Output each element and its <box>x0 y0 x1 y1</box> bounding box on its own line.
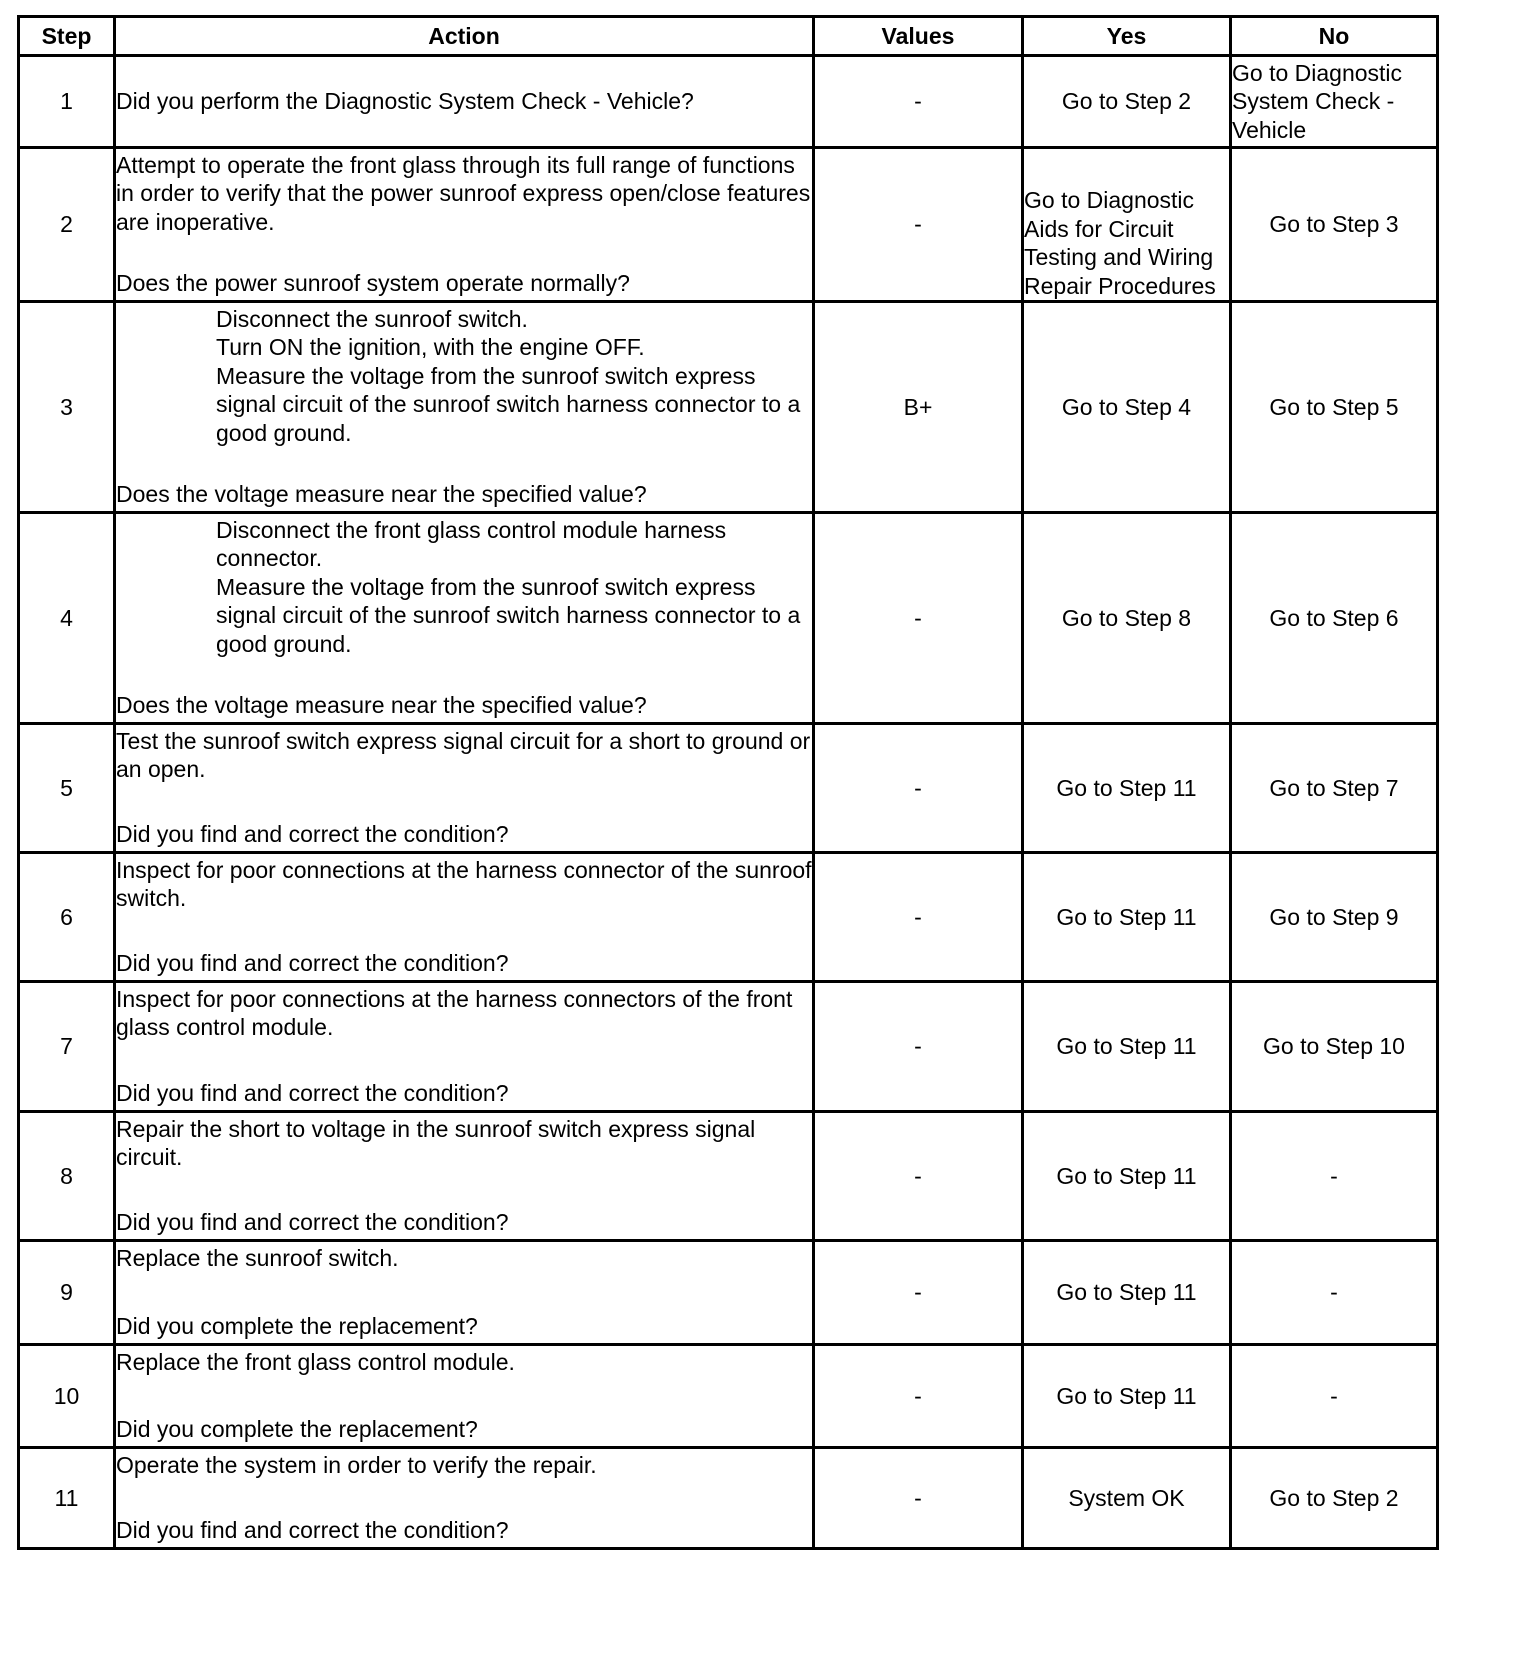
yes-cell: Go to Step 11 <box>1023 724 1231 853</box>
header-row <box>19 17 1438 56</box>
step-number: 5 <box>19 724 115 853</box>
action-instruction: Measure the voltage from the sunroof switch express signal circuit of the sunroof switch harness connector to a good ground. <box>216 362 801 446</box>
value-cell: - <box>814 1448 1023 1549</box>
value-cell: - <box>814 982 1023 1112</box>
action-question: Did you find and correct the condition? <box>116 1080 509 1106</box>
action-question: Does the voltage measure near the specified value? <box>116 481 647 507</box>
value-cell: - <box>814 724 1023 853</box>
header-step: Step <box>19 17 115 56</box>
action-cell <box>115 1345 814 1448</box>
diagnostic-table <box>17 15 1439 1550</box>
step-number: 6 <box>19 853 115 982</box>
action-question: Did you complete the replacement? <box>116 1313 478 1339</box>
step-number: 7 <box>19 982 115 1112</box>
action-question: Did you find and correct the condition? <box>116 1209 509 1235</box>
table-row <box>19 853 1438 982</box>
value-cell: B+ <box>814 302 1023 513</box>
no-cell: Go to Step 5 <box>1231 302 1438 513</box>
action-instruction: Operate the system in order to verify the repair. <box>116 1451 597 1478</box>
yes-cell: Go to Step 11 <box>1023 982 1231 1112</box>
action-cell <box>115 1241 814 1345</box>
action-instruction: Attempt to operate the front glass through its full range of functions in order to verify that the power sunroof express open/close features are inoperative. <box>116 151 811 235</box>
step-number: 1 <box>19 56 115 148</box>
action-question: Did you find and correct the condition? <box>116 950 509 976</box>
value-cell: - <box>814 56 1023 148</box>
action-instruction: Turn ON the ignition, with the engine OFF. <box>216 334 645 360</box>
step-number: 10 <box>19 1345 115 1448</box>
action-question: Did you find and correct the condition? <box>116 1517 509 1543</box>
no-cell: Go to Diagnostic System Check - Vehicle <box>1231 56 1438 148</box>
table-row <box>19 148 1438 302</box>
action-instruction: Replace the front glass control module. <box>116 1348 515 1375</box>
yes-cell: Go to Step 11 <box>1023 853 1231 982</box>
no-cell: Go to Step 10 <box>1231 982 1438 1112</box>
action-cell <box>115 982 814 1112</box>
yes-cell: Go to Step 4 <box>1023 302 1231 513</box>
action-cell <box>115 148 814 302</box>
no-cell: Go to Step 7 <box>1231 724 1438 853</box>
action-instruction: Inspect for poor connections at the harness connector of the sunroof switch. <box>116 856 812 911</box>
action-question: Did you complete the replacement? <box>116 1416 478 1442</box>
table-row <box>19 1112 1438 1241</box>
no-cell: Go to Step 6 <box>1231 513 1438 724</box>
no-cell: - <box>1231 1112 1438 1241</box>
yes-cell: Go to Step 11 <box>1023 1241 1231 1345</box>
action-cell <box>115 56 814 148</box>
action-instruction: Test the sunroof switch express signal circuit for a short to ground or an open. <box>116 727 811 782</box>
table-row <box>19 1345 1438 1448</box>
no-cell: Go to Step 2 <box>1231 1448 1438 1549</box>
step-number: 9 <box>19 1241 115 1345</box>
table-row <box>19 1448 1438 1549</box>
header-no: No <box>1231 17 1438 56</box>
header-yes: Yes <box>1023 17 1231 56</box>
yes-cell: System OK <box>1023 1448 1231 1549</box>
action-instruction: Repair the short to voltage in the sunroof switch express signal circuit. <box>116 1115 756 1170</box>
yes-cell: Go to Step 8 <box>1023 513 1231 724</box>
no-cell: Go to Step 3 <box>1231 148 1438 302</box>
yes-cell: Go to Diagnostic Aids for Circuit Testing and Wiring Repair Procedures <box>1023 148 1231 302</box>
step-number: 2 <box>19 148 115 302</box>
step-number: 8 <box>19 1112 115 1241</box>
action-instruction: Disconnect the sunroof switch. <box>216 305 528 332</box>
table-row <box>19 1241 1438 1345</box>
no-cell: - <box>1231 1241 1438 1345</box>
step-number: 11 <box>19 1448 115 1549</box>
action-instruction: Inspect for poor connections at the harness connectors of the front glass control module. <box>116 985 793 1040</box>
value-cell: - <box>814 148 1023 302</box>
value-cell: - <box>814 1345 1023 1448</box>
header-values: Values <box>814 17 1023 56</box>
step-number: 4 <box>19 513 115 724</box>
table-row <box>19 56 1438 148</box>
action-question: Did you find and correct the condition? <box>116 821 509 847</box>
table-row <box>19 724 1438 853</box>
value-cell: - <box>814 513 1023 724</box>
action-cell <box>115 1448 814 1549</box>
value-cell: - <box>814 853 1023 982</box>
yes-cell: Go to Step 11 <box>1023 1112 1231 1241</box>
action-question: Does the power sunroof system operate normally? <box>116 270 630 296</box>
action-instruction: Replace the sunroof switch. <box>116 1244 399 1271</box>
value-cell: - <box>814 1241 1023 1345</box>
action-instruction: Disconnect the front glass control module harness connector. <box>216 516 727 571</box>
action-cell <box>115 853 814 982</box>
action-instruction: Measure the voltage from the sunroof switch express signal circuit of the sunroof switch harness connector to a good ground. <box>216 573 801 657</box>
no-cell: Go to Step 9 <box>1231 853 1438 982</box>
action-cell <box>115 1112 814 1241</box>
action-question: Does the voltage measure near the specified value? <box>116 692 647 718</box>
step-number: 3 <box>19 302 115 513</box>
yes-cell: Go to Step 2 <box>1023 56 1231 148</box>
action-cell <box>115 302 814 513</box>
table-row <box>19 302 1438 513</box>
value-cell: - <box>814 1112 1023 1241</box>
yes-cell: Go to Step 11 <box>1023 1345 1231 1448</box>
table-row <box>19 982 1438 1112</box>
header-action: Action <box>115 17 814 56</box>
action-cell <box>115 724 814 853</box>
action-instruction: Did you perform the Diagnostic System Check - Vehicle? <box>116 88 694 115</box>
action-cell <box>115 513 814 724</box>
table-row <box>19 513 1438 724</box>
no-cell: - <box>1231 1345 1438 1448</box>
